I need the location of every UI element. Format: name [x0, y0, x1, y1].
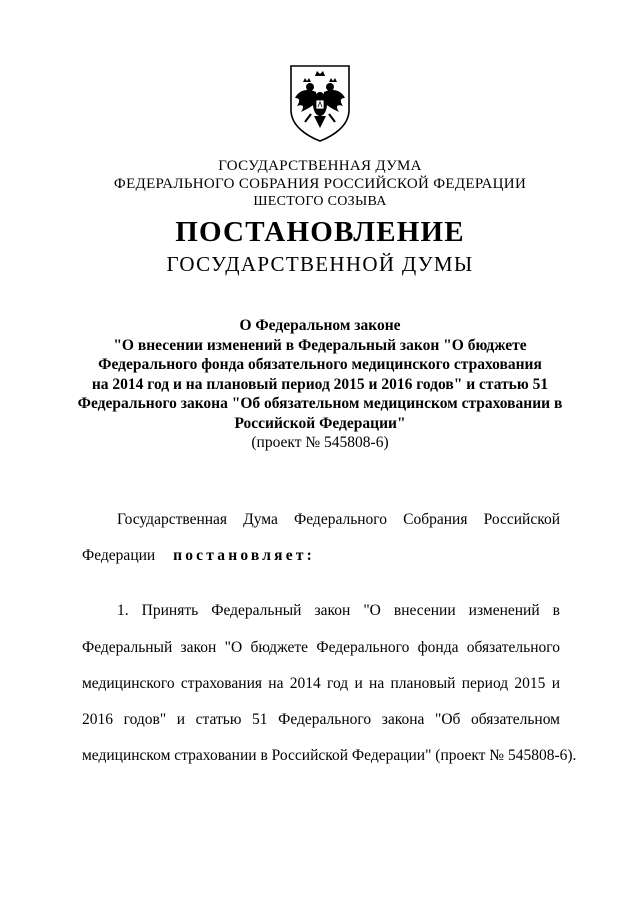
item1-line: медицинского страхования на 2014 год и на плановый период 2015 и — [82, 675, 560, 692]
resolution-federation-word: Федерации — [82, 547, 156, 564]
convocation-line: ШЕСТОГО СОЗЫВА — [253, 194, 387, 209]
item1-line: 2016 годов" и статью 51 Федерального закона "Об обязательном — [82, 711, 560, 728]
project-number: (проект № 545808-6) — [251, 434, 389, 451]
item1-line: 1. Принять Федеральный закон "О внесении изменений в — [117, 602, 560, 619]
coat-of-arms-emblem — [283, 62, 357, 144]
subject-line: Федерального фонда обязательного медицинского страхования — [98, 356, 542, 373]
subject-line: на 2014 год и на плановый период 2015 и 2016 годов" и статью 51 — [91, 375, 549, 393]
item1-line: Федеральный закон "О бюджете Федерального фонда обязательного — [82, 639, 560, 656]
document-subtitle: ГОСУДАРСТВЕННОЙ ДУМЫ — [166, 252, 474, 276]
subject-line: Российской Федерации" — [234, 414, 406, 432]
resolution-subject — [60, 316, 580, 453]
document-title: ПОСТАНОВЛЕНИЕ — [175, 216, 465, 248]
org-name-line-2: ФЕДЕРАЛЬНОГО СОБРАНИЯ РОССИЙСКОЙ ФЕДЕРАЦИИ — [113, 176, 527, 192]
org-name-line-1: ГОСУДАРСТВЕННАЯ ДУМА — [218, 158, 422, 174]
resolution-line-2 — [82, 546, 560, 566]
resolution-line-1: Государственная Дума Федерального Собрания Российской — [117, 511, 560, 528]
resolution-verb: постановляет: — [173, 547, 315, 564]
subject-line: О Федеральном законе — [239, 317, 401, 334]
item1-line: медицинском страховании в Российской Федерации" (проект № 545808-6). — [82, 747, 577, 764]
subject-line: "О внесении изменений в Федеральный закон "О бюджете — [113, 336, 527, 354]
subject-line: Федерального закона "Об обязательном медицинском страховании в — [77, 395, 563, 412]
